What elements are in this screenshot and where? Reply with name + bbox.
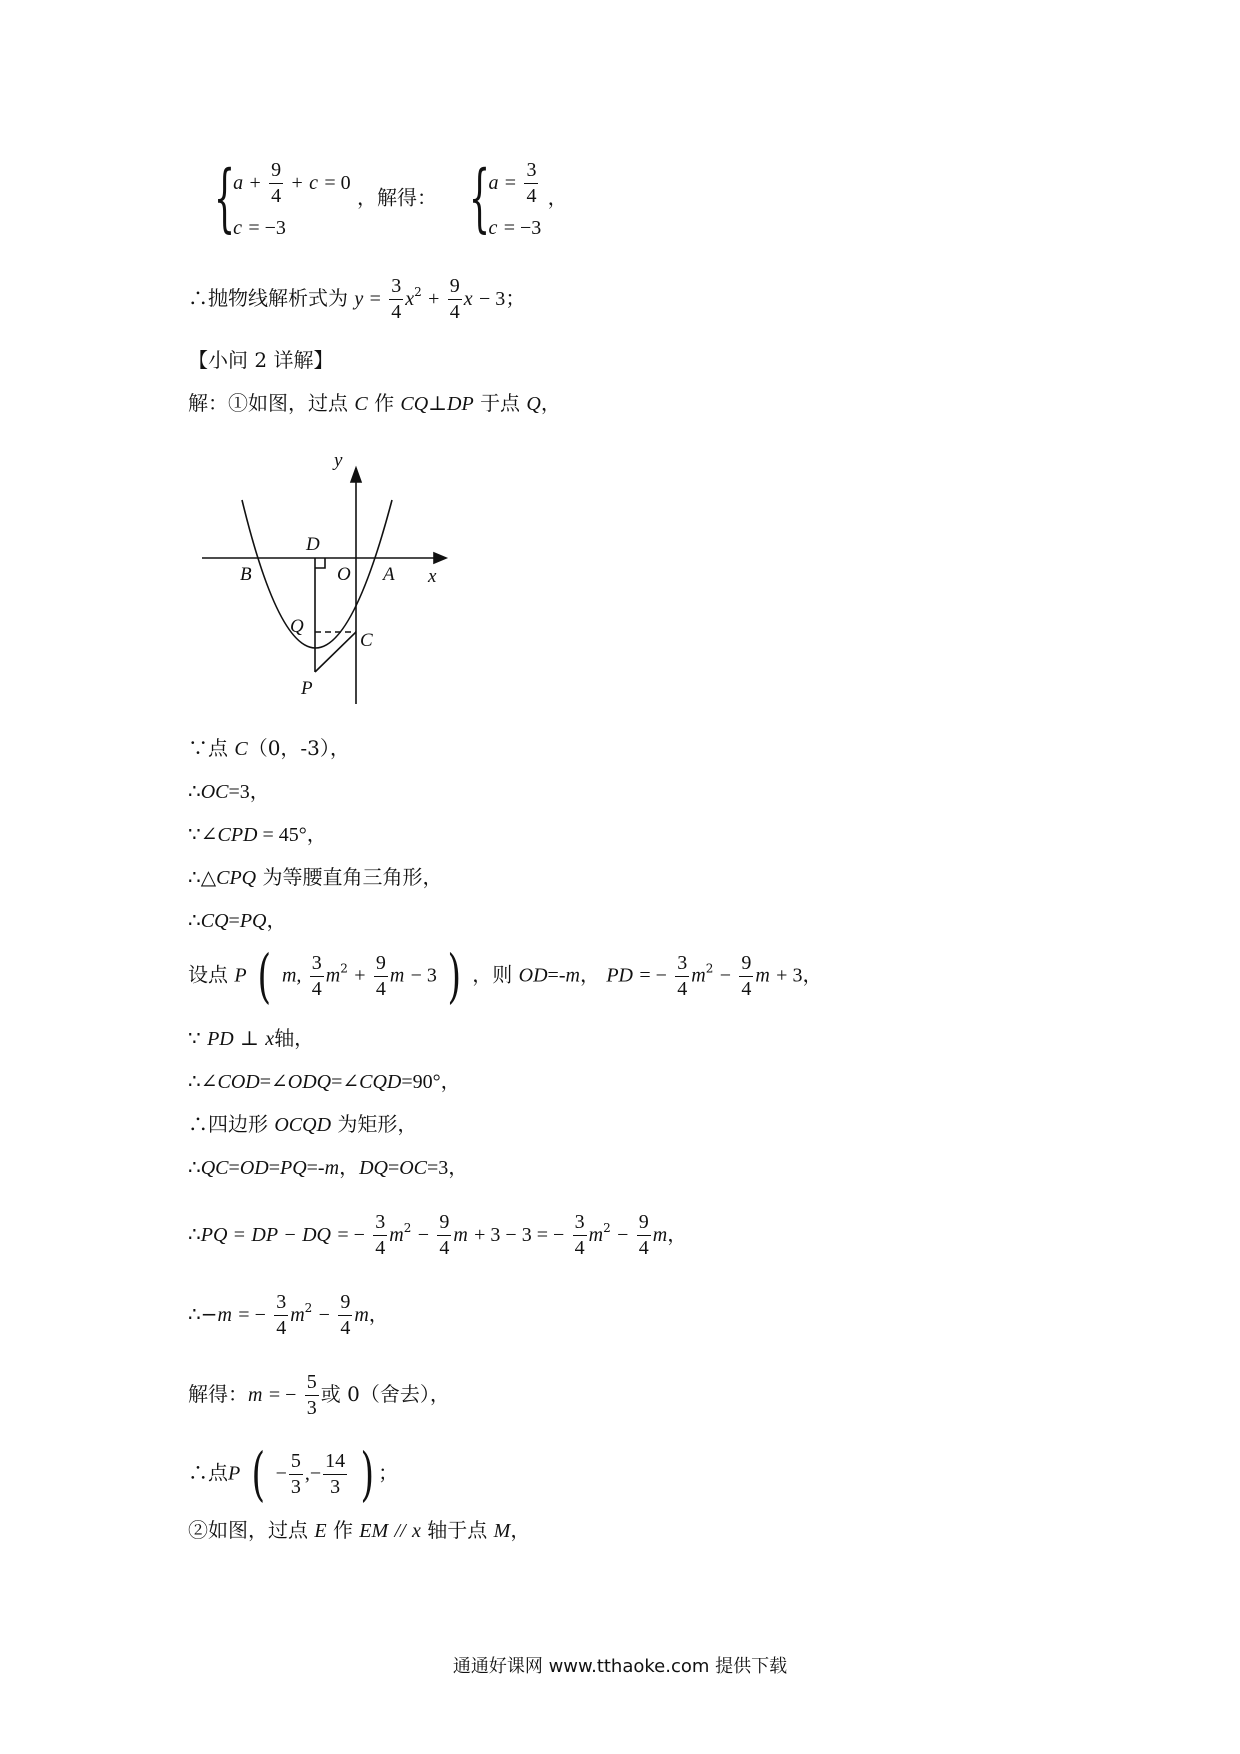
line-step-2: ②如图，过点 E 作 EM // x 轴于点 M， (188, 1518, 531, 1542)
line-right-angles: ∴∠COD=∠ODQ=∠CQD=90°， (188, 1069, 461, 1093)
label-b: B (240, 564, 252, 585)
parabola-figure (196, 454, 456, 704)
line-m-equation: ∴−m = − $\frac{3}{4}$ $m^2$ − $\frac{9}{4}$ m， (188, 1291, 389, 1339)
label-d: D (306, 534, 320, 555)
line-angle-cpd: ∵∠CPD = 45°， (188, 822, 327, 846)
label-p: P (301, 678, 313, 699)
label-x: x (428, 566, 437, 587)
label-q: Q (290, 616, 304, 637)
label-c: C (360, 630, 373, 651)
line-pq-expression: ∴PQ = DP − DQ = − $\frac{3}{4}$ $m^2$ − $\frac{9}{4}$ m + 3 − 3 = − $\frac{3}{4}$ $m^2$ − $\frac{9}{4}$ m， (188, 1211, 688, 1259)
system-line (188, 155, 568, 242)
solve-label: ，解得： (356, 185, 437, 210)
equation-system (188, 155, 351, 242)
section-header: 【小问 2 详解】 (188, 348, 334, 372)
right-angle-mark (315, 558, 325, 568)
solution-row-1: a = $\frac{3}{4}$ (488, 159, 537, 207)
line-pd-perp: ∵ PD ⊥ x轴， (188, 1026, 315, 1050)
line-point-p-result: ∴点P ( − $\frac{5}{3}$ ,− $\frac{14}{3}$ ) ； (188, 1440, 399, 1508)
solution-system (443, 155, 542, 242)
solution-row-2: c = −3 (488, 217, 542, 239)
left-brace: { (469, 155, 491, 242)
line-oc: ∴OC=3， (188, 779, 270, 803)
line-rectangle: ∴四边形 OCQD 为矩形， (188, 1112, 418, 1136)
parabola-curve (242, 500, 392, 648)
line-cq-pq: ∴CQ=PQ， (188, 908, 287, 932)
punct: ， (547, 185, 568, 210)
y-arrow (351, 468, 361, 482)
x-arrow (434, 553, 446, 563)
system-row-2: c = −3 (233, 217, 286, 239)
line-solve-m: 解得：m = − $\frac{5}{3}$ 或 0（舍去）， (188, 1371, 450, 1419)
system-row-1: a + $\frac{9}{4}$ + c = 0 (233, 159, 351, 207)
label-a: A (383, 564, 395, 585)
line-equal-lengths: ∴QC=OD=PQ=-m，DQ=OC=3， (188, 1155, 469, 1179)
label-o: O (337, 564, 351, 585)
step-intro: 解：①如图，过点 C 作 CQ⊥DP 于点 Q， (188, 391, 561, 415)
parabola-expression: ∴抛物线解析式为 y = $\frac{3}{4}$ $x^2$ + $\frac{9}{4}$ x − 3； (188, 275, 526, 323)
line-set-point-p: 设点 P ( m, $\frac{3}{4}$ $m^2$ + $\frac{9}{4}$ m − 3 ) ，则 OD=-m， PD = − $\frac{3}{4}$ $m^2$ − $\frac{9}{4}$ m + 3， (188, 942, 823, 1010)
label-y: y (334, 454, 343, 471)
footer-source: 通通好课网 www.tthaoke.com 提供下载 (452, 1656, 788, 1677)
left-brace: { (213, 155, 236, 242)
line-triangle: ∴△CPQ 为等腰直角三角形， (188, 865, 443, 889)
line-point-c: ∵点 C（0，-3）， (188, 736, 350, 760)
